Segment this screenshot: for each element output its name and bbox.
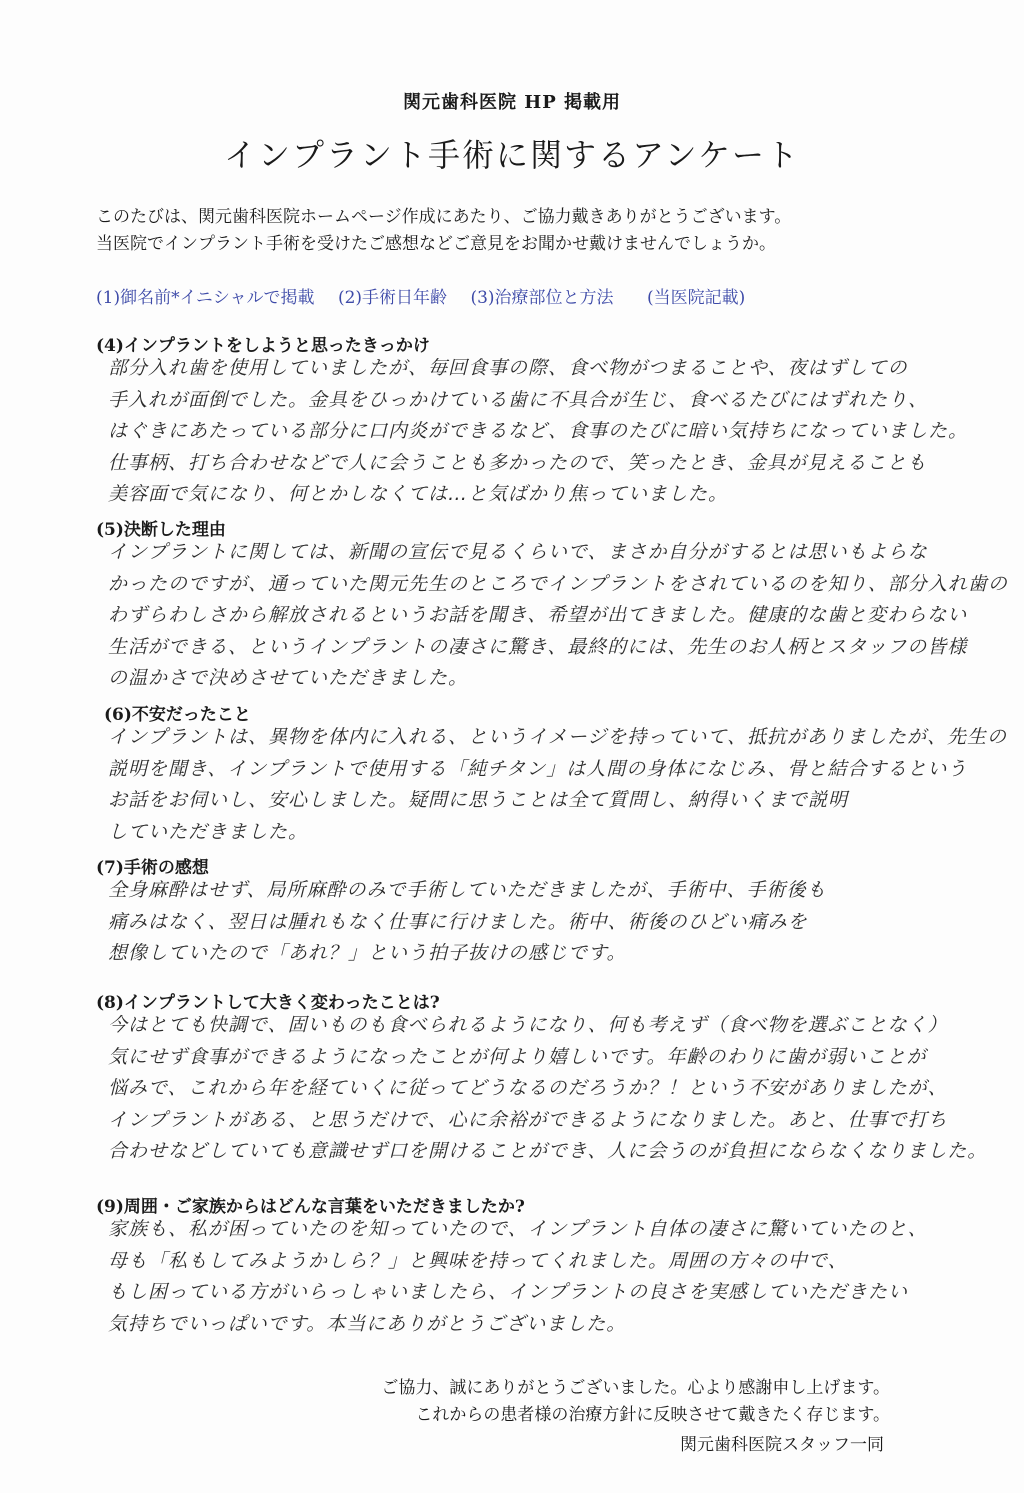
answer-line: インプラントは、異物を体内に入れる、というイメージを持っていて、抵抗がありましたが、先生の <box>108 726 1008 748</box>
answer-6 <box>108 722 1008 848</box>
answer-line: お話をお伺いし、安心しました。疑問に思うことは全て質問し、納得いくまで説明 <box>108 789 849 811</box>
answer-5 <box>108 537 1008 695</box>
answer-line: 今はとても快調で、固いものも食べられるようになり、何も考えず（食べ物を選ぶことなく） <box>108 1014 948 1036</box>
answer-line: 手入れが面倒でした。金具をひっかけている歯に不具合が生じ、食べるたびにはずれたり、 <box>108 388 929 411</box>
answer-line: 痛みはなく、翌日は腫れもなく仕事に行けました。術中、術後のひどい痛みを <box>108 910 808 933</box>
answer-line: 気にせず食事ができるようになったことが何より嬉しいです。年齢のわりに歯が弱いことが <box>108 1045 927 1068</box>
answer-9 <box>108 1214 988 1340</box>
intro-line-2: 当医院でインプラント手術を受けたご感想などご意見をお聞かせ戴けませんでしょうか。 <box>96 234 776 254</box>
answer-line: の温かさで決めさせていただきました。 <box>108 667 469 689</box>
field-name: (1)御名前*イニシャルで掲載 <box>96 288 315 308</box>
closing-line-2: これからの患者様の治療方針に反映させて戴きたく存じます。 <box>415 1405 890 1425</box>
form-fields-row <box>96 283 956 308</box>
answer-line: はぐきにあたっている部分に口内炎ができるなど、食事のたびに暗い気持ちになっていました。 <box>108 420 969 442</box>
answer-line: もし困っている方がいらっしゃいましたら、インプラントの良さを実感していただきたい <box>108 1281 909 1303</box>
field-surgery-age: (2)手術日年齢 <box>337 288 448 308</box>
answer-line: インプラントに関しては、新聞の宣伝で見るくらいで、まさか自分がするとは思いもよらな <box>108 541 928 563</box>
answer-line: 気持ちでいっぱいです。本当にありがとうございました。 <box>108 1312 627 1335</box>
answer-line: 想像していたので「あれ？」という拍子抜けの感じです。 <box>108 942 627 964</box>
answer-line: かったのですが、通っていた関元先生のところでインプラントをされているのを知り、部分入れ歯の <box>108 572 1008 595</box>
page-title: インプラント手術に関するアンケート <box>223 136 801 174</box>
answer-line: インプラントがある、と思うだけで、心に余裕ができるようになりました。あと、仕事で打ち <box>108 1108 948 1131</box>
answer-line: 母も「私もしてみようかしら？」と興味を持ってくれました。周囲の方々の中で、 <box>108 1249 848 1272</box>
answer-line: 家族も、私が困っていたのを知っていたので、インプラント自体の凄さに驚いていたのと、 <box>108 1218 928 1240</box>
question-4: (4)インプラントをしようと思ったきっかけ <box>96 336 430 356</box>
question-6: (6)不安だったこと <box>104 705 251 725</box>
clinic-label: 関元歯科医院 HP 掲載用 <box>402 92 622 113</box>
field-treatment: (3)治療部位と方法 <box>470 288 614 308</box>
answer-line: 部分入れ歯を使用していましたが、毎回食事の際、食べ物がつまることや、夜はずしての <box>108 357 908 379</box>
question-8: (8)インプラントして大きく変わったことは? <box>96 993 440 1013</box>
answer-7 <box>108 875 988 970</box>
answer-line: 生活ができる、というインプラントの凄さに驚き、最終的には、先生のお人柄とスタッフの皆様 <box>108 635 968 658</box>
closing-line-1: ご協力、誠にありがとうございました。心より感謝申し上げます。 <box>381 1378 890 1398</box>
closing-message <box>381 1375 890 1429</box>
question-7: (7)手術の感想 <box>96 858 209 878</box>
intro-line-1: このたびは、関元歯科医院ホームページ作成にあたり、ご協力戴きありがとうございます。 <box>96 207 792 227</box>
answer-line: していただきました。 <box>108 820 309 843</box>
intro-text <box>96 204 956 258</box>
question-5: (5)決断した理由 <box>96 520 226 540</box>
answer-line: 合わせなどしていても意識せず口を開けることができ、人に会うのが負担にならなくなりました。 <box>108 1140 988 1162</box>
answer-8 <box>108 1010 988 1168</box>
answer-line: 全身麻酔はせず、局所麻酔のみで手術していただきましたが、手術中、手術後も <box>108 879 827 901</box>
answer-line: 悩みで、これから年を経ていくに従ってどうなるのだろうか？！という不安がありましたが、 <box>108 1077 948 1099</box>
field-clinic-note: (当医院記載) <box>646 288 746 308</box>
staff-signature: 関元歯科医院スタッフ一同 <box>680 1435 884 1455</box>
answer-line: わずらわしさから解放されるというお話を聞き、希望が出てきました。健康的な歯と変わらない <box>108 604 968 626</box>
answer-line: 説明を聞き、インプラントで使用する「純チタン」は人間の身体になじみ、骨と結合するという <box>108 757 968 780</box>
question-9: (9)周囲・ご家族からはどんな言葉をいただきましたか? <box>96 1197 525 1217</box>
answer-line: 美容面で気になり、何とかしなくては…と気ばかり焦っていました。 <box>108 483 729 505</box>
answer-4 <box>108 353 988 511</box>
answer-line: 仕事柄、打ち合わせなどで人に会うことも多かったので、笑ったとき、金具が見えることも <box>108 451 927 474</box>
